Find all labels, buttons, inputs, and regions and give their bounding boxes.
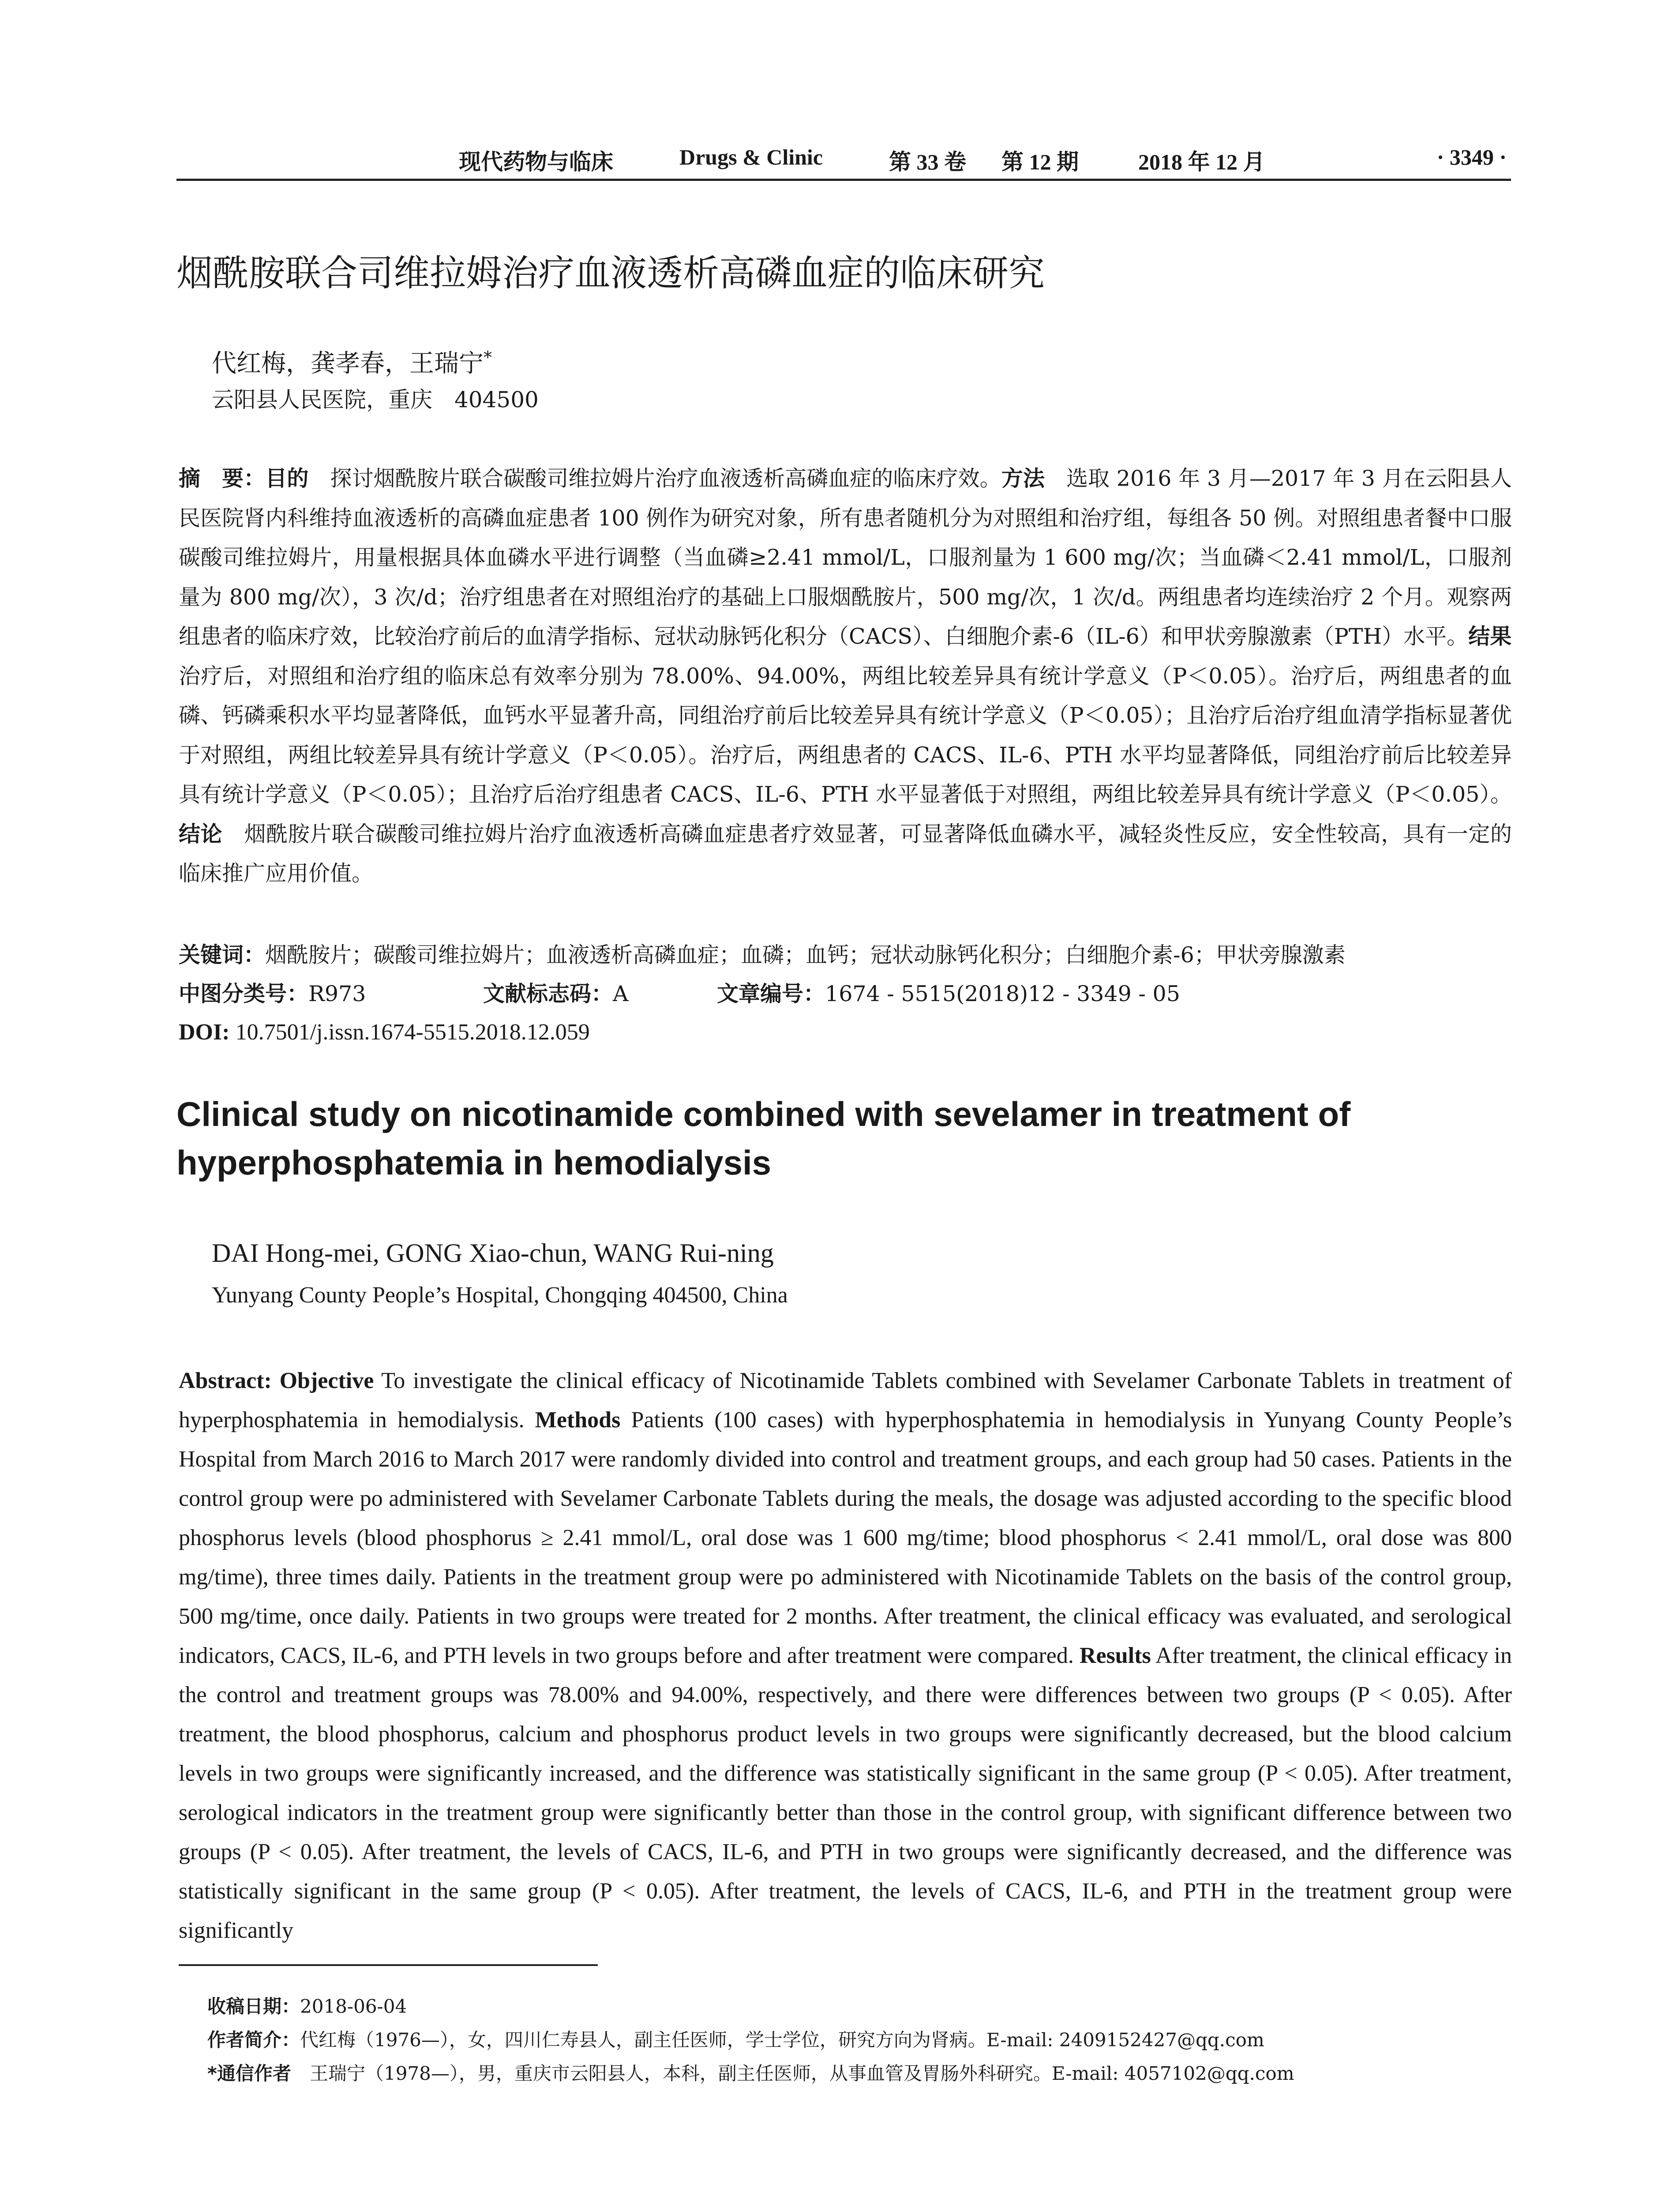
received-date-note <box>207 1990 1531 2023</box>
english-affiliation: Yunyang County People’s Hospital, Chongqing 404500, China <box>212 1283 788 1308</box>
methods-text-en: Patients (100 cases) with hyperphosphatemia in hemodialysis in Yunyang County People’s Hospital from March 2016 to March 2017 were randomly divided into control and treatment groups, and each group had 50 cases. Patients in the control group were po administered with Sevelamer Carbonate Tablets during the meals, the dosage was adjusted according to the specific blood phosphorus levels (blood phosphorus ≥ 2.41 mmol/L, oral dose was 1 600 mg/time; blood phosphorus < 2.41 mmol/L, oral dose was 800 mg/time), three times daily. Patients in the treatment group were po administered with Nicotinamide Tablets on the basis of the control group, 500 mg/time, once daily. Patients in two groups were treated for 2 months. After treatment, the clinical efficacy was evaluated, and serological indicators, CACS, IL-6, and PTH levels in two groups before and after treatment were compared. <box>179 1407 1512 1668</box>
journal-name-en: Drugs & Clinic <box>679 145 823 169</box>
doc-code-value: A <box>613 981 629 1006</box>
article-no-label: 文章编号： <box>717 981 825 1006</box>
keywords-label: 关键词： <box>179 942 266 968</box>
doi-line <box>179 1015 1515 1050</box>
corresponding-author-mark: * <box>484 348 492 367</box>
results-text-en: After treatment, the clinical efficacy in the control and treatment groups was 78.00% and 94.00%, respectively, and there were differences between two groups (P < 0.05). After treatment, the blood phosphorus, calcium and phosphorus product levels in two groups were significantly decreased, but the blood calcium levels in two groups were significantly increased, and the difference was statistically significant in the same group (P < 0.05). After treatment, serological indicators in the treatment group were significantly better than those in the control group, with significant difference between two groups (P < 0.05). After treatment, the levels of CACS, IL-6, and PTH in two groups were significantly decreased, and the difference was statistically significant in the same group (P < 0.05). After treatment, the levels of CACS, IL-6, and PTH in the treatment group were significantly <box>179 1643 1512 1943</box>
methods-label-en: Methods <box>535 1407 621 1433</box>
results-label-en: Results <box>1079 1643 1151 1668</box>
results-label-cn: 结果 <box>1468 624 1512 649</box>
results-text-cn: 治疗后，对照组和治疗组的临床总有效率分别为 78.00%、94.00%，两组比较差异具有统计学意义（P＜0.05）。治疗后，两组患者的血磷、钙磷乘积水平均显著降低，血钙水平显著升高，同组治疗前后比较差异具有统计学意义（P＜0.05）；且治疗后治疗组血清学指标显著优于对照组，两组比较差异具有统计学意义（P＜0.05）。治疗后，两组患者的 CACS、IL-6、PTH 水平均显著降低，同组治疗前后比较差异具有统计学意义（P＜0.05）；且治疗后治疗组患者 CACS、IL-6、PTH 水平显著低于对照组，两组比较差异具有统计学意义（P＜0.05）。 <box>179 624 1534 807</box>
keywords-line <box>179 938 1515 973</box>
journal-name-cn: 现代药物与临床 <box>459 150 613 174</box>
conclusion-text-cn: 烟酰胺片联合碳酸司维拉姆片治疗血液透析高磷血症患者疗效显著，可显著降低血磷水平，减轻炎性反应，安全性较高，具有一定的临床推广应用价值。 <box>179 821 1512 886</box>
author-bio-text: 代红梅（1976—），女，四川仁寿县人，副主任医师，学士学位，研究方向为肾病。E-mail: 2409152427@qq.com <box>300 2029 1264 2051</box>
article-no-value: 1674 - 5515(2018)12 - 3349 - 05 <box>825 981 1180 1006</box>
objective-label-en: Objective <box>279 1368 374 1393</box>
chinese-abstract <box>179 459 1534 893</box>
clc-block <box>179 976 483 1012</box>
conclusion-label-cn: 结论 <box>179 821 223 847</box>
doc-code-label: 文献标志码： <box>483 981 613 1006</box>
issue-date: 2018 年 12 月 <box>1138 150 1265 174</box>
abstract-label-en: Abstract: <box>179 1368 280 1393</box>
footnote-divider <box>179 1964 598 1966</box>
methods-label-cn: 方法 <box>1001 466 1045 491</box>
received-label: 收稿日期： <box>207 1996 300 2017</box>
english-abstract <box>179 1361 1512 1950</box>
volume-label: 第 33 卷 <box>889 150 966 174</box>
objective-label-cn: 目的 <box>265 466 309 491</box>
doi-label: DOI: <box>179 1020 230 1045</box>
clc-label: 中图分类号： <box>179 981 309 1006</box>
objective-text-cn: 探讨烟酰胺片联合碳酸司维拉姆片治疗血液透析高磷血症的临床疗效。 <box>308 466 1001 491</box>
keywords-text: 烟酰胺片；碳酸司维拉姆片；血液透析高磷血症；血磷；血钙；冠状动脉钙化积分；白细胞介素-6；甲状旁腺激素 <box>265 942 1346 968</box>
methods-text-cn: 选取 2016 年 3 月—2017 年 3 月在云阳县人民医院肾内科维持血液透析的高磷血症患者 100 例作为研究对象，所有患者随机分为对照组和治疗组，每组各 50 例。对照组患者餐中口服碳酸司维拉姆片，用量根据具体血磷水平进行调整（当血磷≥2.41 mmol/L，口服剂量为 1 600 mg/次；当血磷＜2.41 mmol/L，口服剂量为 800 mg/次），3 次/d；治疗组患者在对照组治疗的基础上口服烟酰胺片，500 mg/次，1 次/d。两组患者均连续治疗 2 个月。观察两组患者的临床疗效，比较治疗前后的血清学指标、冠状动脉钙化积分（CACS）、白细胞介素-6（IL-6）和甲状旁腺激素（PTH）水平。 <box>179 466 1512 649</box>
objective-text-en: To investigate the clinical efficacy of Nicotinamide Tablets combined with Sevelamer Carbonate Tablets in treatment of hyperphosphatemia in hemodialysis. <box>179 1368 1512 1433</box>
article-no-block <box>717 976 1180 1012</box>
doc-code-block <box>483 976 717 1012</box>
english-authors: DAI Hong-mei, GONG Xiao-chun, WANG Rui-ning <box>212 1238 774 1268</box>
corresponding-text: 王瑞宁（1978—），男，重庆市云阳县人，本科，副主任医师，从事血管及胃肠外科研究。E-mail: 4057102@qq.com <box>291 2063 1294 2084</box>
classification-line <box>179 976 1515 1012</box>
clc-value: R973 <box>308 981 366 1006</box>
received-value: 2018-06-04 <box>300 1996 407 2017</box>
abstract-label-cn: 摘 要： <box>179 466 266 491</box>
issue-label: 第 12 期 <box>1001 150 1079 174</box>
chinese-affiliation: 云阳县人民医院，重庆 404500 <box>212 387 539 413</box>
corresponding-label: *通信作者 <box>207 2063 291 2084</box>
running-header <box>176 143 1511 181</box>
chinese-title: 烟酰胺联合司维拉姆治疗血液透析高磷血症的临床研究 <box>176 252 1045 294</box>
corresponding-author-note <box>207 2057 1531 2090</box>
page-number: · 3349 · <box>1436 145 1507 169</box>
footnotes <box>207 1990 1531 2090</box>
english-title: Clinical study on nicotinamide combined with sevelamer in treatment of hyperphosphatemia in hemodialysis <box>176 1095 1351 1182</box>
author-bio-note <box>207 2023 1531 2057</box>
chinese-author-names: 代红梅，龚孝春，王瑞宁 <box>212 349 484 378</box>
chinese-authors <box>212 340 492 382</box>
author-bio-label: 作者简介： <box>207 2029 300 2051</box>
doi-value: 10.7501/j.issn.1674-5515.2018.12.059 <box>229 1020 590 1045</box>
